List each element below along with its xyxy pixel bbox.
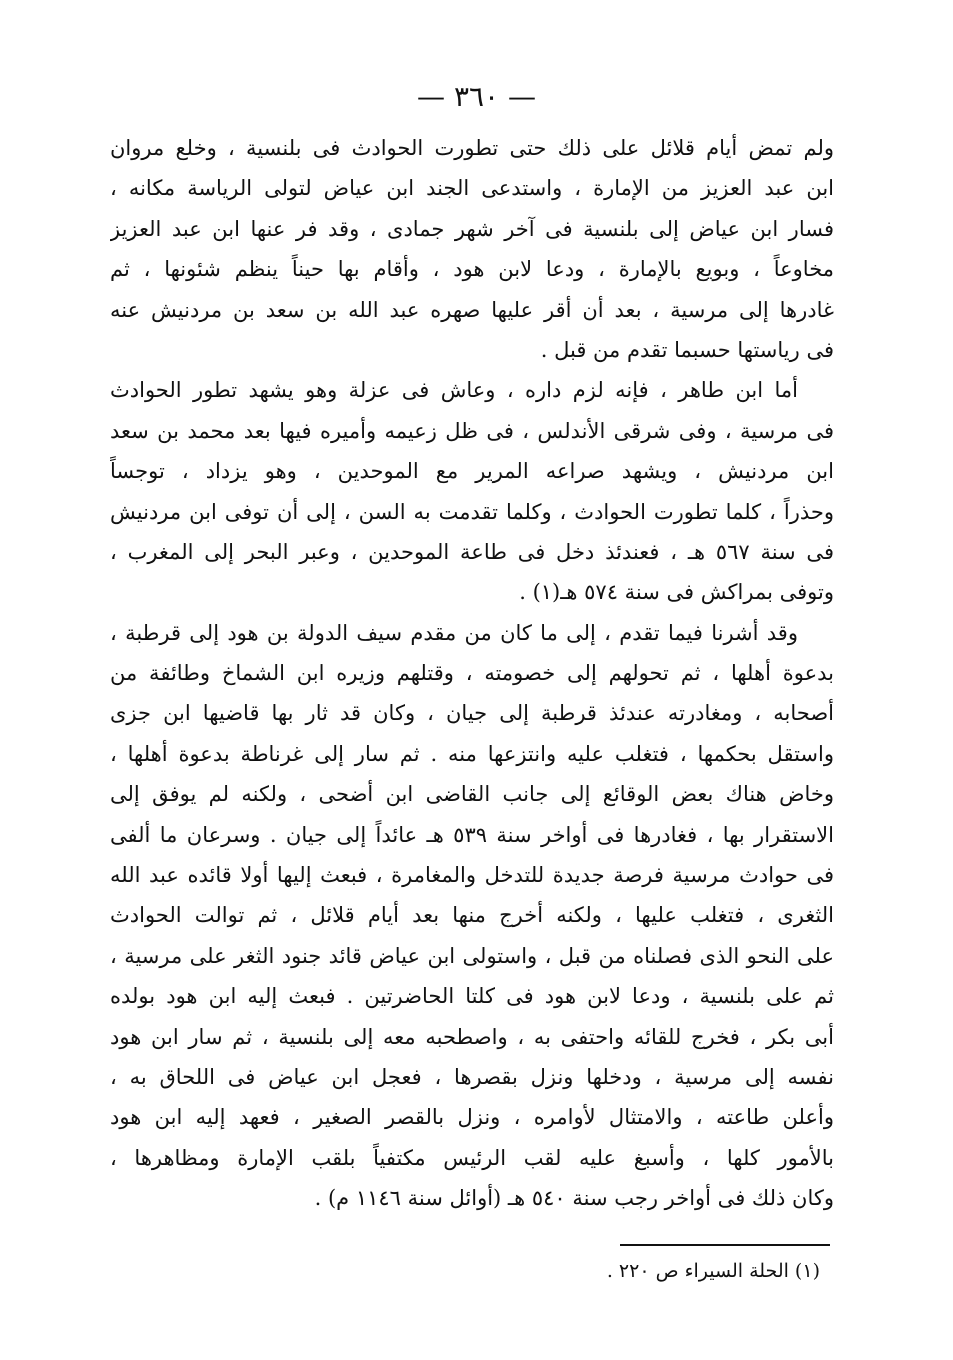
text-line: وأعلن طاعته ، والامتثال لأوامره ، ونزل بالقصر الصغير ، فعهد إليه ابن هود [110,1105,834,1130]
text-line: بالأمور كلها ، وأسبغ عليه لقب الرئيس مكتفياً بلقب الإمارة ومظاهرها ، [110,1145,834,1170]
footnote: (١) الحلة السيراء ص ٢٢٠ . [606,1260,820,1282]
text-line: أصحابه ، ومغادرته عندئذ قرطبة إلى جيان ، وكان قد ثار بها قاضيها ابن جزى [110,701,834,726]
page-number: — ٣٦٠ — [417,80,536,113]
text-line: وقد أشرنا فيما تقدم ، إلى ما كان من مقدم سيف الدولة بن هود إلى قرطبة ، [110,620,798,645]
footnote-divider [620,1244,830,1246]
text-line: ابن مردنيش ، ويشهد صراعه المرير مع الموحدين ، وهو يزداد ، توجساً [110,459,834,484]
text-line: غادرها إلى مرسية ، بعد أن أقر عليها صهره عبد الله بن سعد بن مردنيش عنه [110,297,834,322]
body-text [110,128,834,1219]
text-line: فى مرسية ، وفى شرقى الأندلس ، فى ظل زعيمه وأميره فيها بعد محمد بن سعد [110,418,834,443]
text-line: على النحو الذى فصلناه من قبل ، واستولى ابن عياض قائد جنود الثغر على مرسية ، [110,943,834,968]
text-line: بدعوة أهلها ، ثم تحولهم إلى خصومته ، وقتلهم وزيره ابن الشماخ وطائفة من [110,661,834,686]
text-line: أبى بكر ، فخرج للقائه واحتفى به ، واصطحبه معه إلى بلنسية ، ثم سار ابن هود [110,1024,834,1049]
text-line: ولم تمض أيام قلائل على ذلك حتى تطورت الحوادث فى بلنسية ، وخلع مروان [110,136,834,160]
text-line: أما ابن طاهر ، فإنه لزم داره ، وعاش فى عزلة وهو يشهد تطور الحوادث [110,378,798,403]
text-line: مخاوعاً ، وبويع بالإمارة ، ودعا لابن هود ، وأقام بها حيناً ينظم شئونها ، ثم [110,257,834,282]
text-line: فى سنة ٥٦٧ هـ ، فعندئذ دخل فى طاعة الموحدين ، وعبر البحر إلى المغرب ، [110,539,834,564]
text-line: وكان ذلك فى أواخر رجب سنة ٥٤٠ هـ (أوائل سنة ١١٤٦ م) . [314,1186,834,1211]
text-line: الثغرى ، فتغلب عليها ، ولكنه أخرج منها بعد أيام قلائل ، ثم توالت الحوادث [110,903,834,928]
text-line: نفسه إلى مرسية ، ودخلها ونزل بقصرها ، فعجل ابن عياض فى اللحاق به ، [110,1064,834,1089]
text-line: فسار ابن عياض إلى بلنسية فى آخر شهر جمادى ، وقد فر عنها ابن عبد العزيز [110,216,834,241]
text-line: وخاض هناك بعض الوقائع إلى جانب القاضى ابن أضحى ، ولكنه لم يوفق إلى [110,782,834,807]
text-line: ثم على بلنسية ، ودعا لابن هود فى كلتا الحاضرتين . فبعث إليه ابن هود بولده [110,984,834,1009]
text-line: وتوفى بمراكش فى سنة ٥٧٤ هـ(١) . [519,580,834,605]
text-line: فى رياستها حسبما تقدم من قبل . [540,337,834,362]
text-line: ابن عبد العزيز من الإمارة ، واستدعى الجند ابن عياض لتولى الرياسة مكانه ، [110,176,834,201]
text-line: الاستقرار بها ، فغادرها فى أواخر سنة ٥٣٩ هـ عائداً إلى جيان . وسرعان ما ألفى [110,822,834,847]
text-line: وحذراً ، كلما تطورت الحوادث ، وكلما تقدمت به السن ، إلى أن توفى ابن مردنيش [110,499,834,524]
text-line: فى حوادث مرسية فرصة جديدة للتدخل والمغامرة ، فبعث إليها أولا قائده عبد الله [110,863,834,888]
text-line: واستقل بحكمها ، فتغلب عليه وانتزعها منه . ثم سار إلى غرناطة بدعوة أهلها ، [110,741,834,766]
